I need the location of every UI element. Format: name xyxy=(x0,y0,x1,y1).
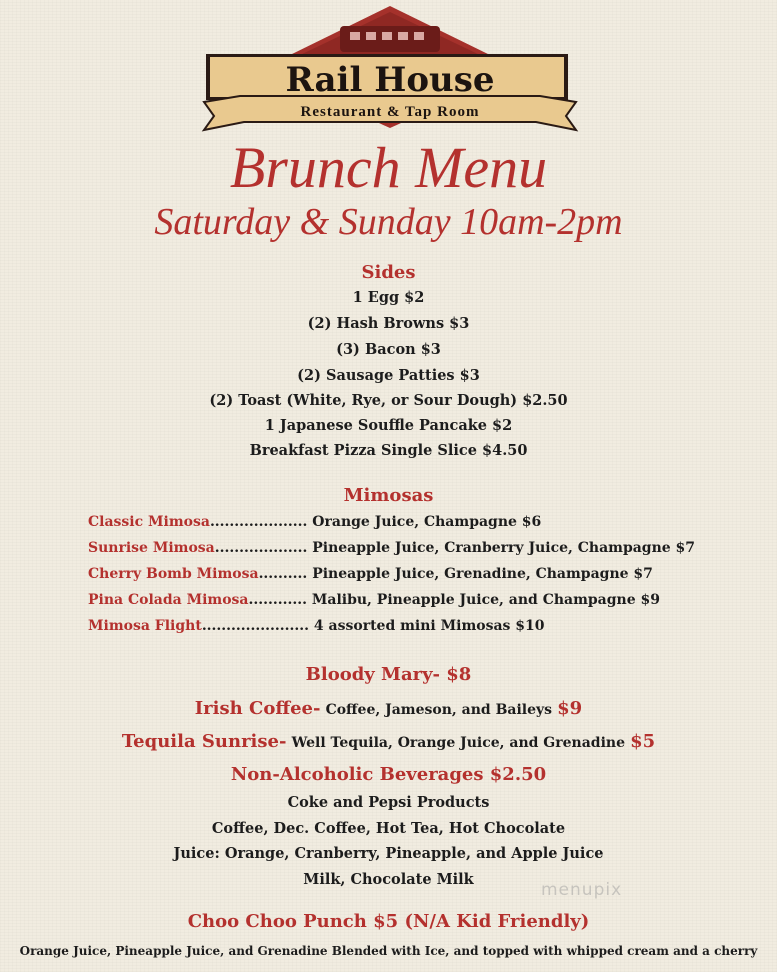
mimosa-leader: .......... xyxy=(258,566,308,582)
tequila-sunrise-desc: Well Tequila, Orange Juice, and Grenadine xyxy=(291,735,625,751)
irish-coffee-line xyxy=(0,698,777,719)
sides-item: (2) Toast (White, Rye, or Sour Dough) $2.50 xyxy=(209,392,568,409)
mimosa-name: Pina Colada Mimosa xyxy=(88,592,249,608)
non-alcoholic-item: Juice: Orange, Cranberry, Pineapple, and Apple Juice xyxy=(173,845,604,862)
mimosa-desc: 4 assorted mini Mimosas $10 xyxy=(313,618,545,634)
mimosa-row xyxy=(88,514,541,530)
mimosa-row xyxy=(88,540,695,556)
mimosa-row xyxy=(88,566,653,582)
choo-choo-desc: Orange Juice, Pineapple Juice, and Grenadine Blended with Ice, and topped with whipped cream and a cherry xyxy=(19,944,758,958)
mimosa-desc: Pineapple Juice, Cranberry Juice, Champagne $7 xyxy=(312,540,696,556)
sides-item: 1 Egg $2 xyxy=(352,289,425,306)
mimosa-leader: ...................... xyxy=(201,618,310,634)
tequila-sunrise-name: Tequila Sunrise- xyxy=(121,731,287,752)
tequila-sunrise-line xyxy=(0,731,777,752)
sides-item: 1 Japanese Souffle Pancake $2 xyxy=(264,417,513,434)
non-alcoholic-heading: Non-Alcoholic Beverages $2.50 xyxy=(230,764,547,785)
sides-heading: Sides xyxy=(361,262,416,283)
irish-coffee-name: Irish Coffee- xyxy=(194,698,321,719)
mimosa-row xyxy=(88,592,660,608)
page-title: Brunch Menu xyxy=(229,135,548,200)
sides-item: Breakfast Pizza Single Slice $4.50 xyxy=(249,442,528,459)
mimosa-desc: Orange Juice, Champagne $6 xyxy=(312,514,542,530)
mimosa-name: Mimosa Flight xyxy=(88,618,202,634)
logo-graphic xyxy=(200,4,580,132)
mimosa-desc: Malibu, Pineapple Juice, and Champagne $9 xyxy=(311,592,660,608)
menupix-watermark: menupix xyxy=(541,880,623,900)
mimosa-name: Sunrise Mimosa xyxy=(88,540,215,556)
sides-item: (3) Bacon $3 xyxy=(336,341,441,358)
sides-item: (2) Hash Browns $3 xyxy=(307,315,470,332)
non-alcoholic-item: Milk, Chocolate Milk xyxy=(303,871,474,888)
logo-subtitle: Restaurant & Tap Room xyxy=(300,104,480,120)
mimosa-leader: .................... xyxy=(209,514,308,530)
mimosa-row xyxy=(88,618,545,634)
bloody-mary-heading: Bloody Mary- $8 xyxy=(305,664,472,685)
mimosa-name: Cherry Bomb Mimosa xyxy=(88,566,259,582)
irish-coffee-price: $9 xyxy=(557,698,583,719)
mimosa-leader: ............ xyxy=(248,592,307,608)
rail-house-logo xyxy=(200,4,580,132)
non-alcoholic-item: Coke and Pepsi Products xyxy=(287,794,490,811)
irish-coffee-desc: Coffee, Jameson, and Baileys xyxy=(325,702,553,718)
hours-subtitle: Saturday & Sunday 10am-2pm xyxy=(154,201,623,243)
logo-name: Rail House xyxy=(285,60,495,100)
mimosas-heading: Mimosas xyxy=(343,485,434,506)
choo-choo-heading: Choo Choo Punch $5 (N/A Kid Friendly) xyxy=(187,911,590,932)
non-alcoholic-item: Coffee, Dec. Coffee, Hot Tea, Hot Chocolate xyxy=(211,820,566,837)
mimosa-leader: ................... xyxy=(214,540,308,556)
mimosa-desc: Pineapple Juice, Grenadine, Champagne $7 xyxy=(312,566,653,582)
tequila-sunrise-price: $5 xyxy=(630,731,656,752)
mimosa-name: Classic Mimosa xyxy=(88,514,210,530)
sides-item: (2) Sausage Patties $3 xyxy=(297,367,480,384)
